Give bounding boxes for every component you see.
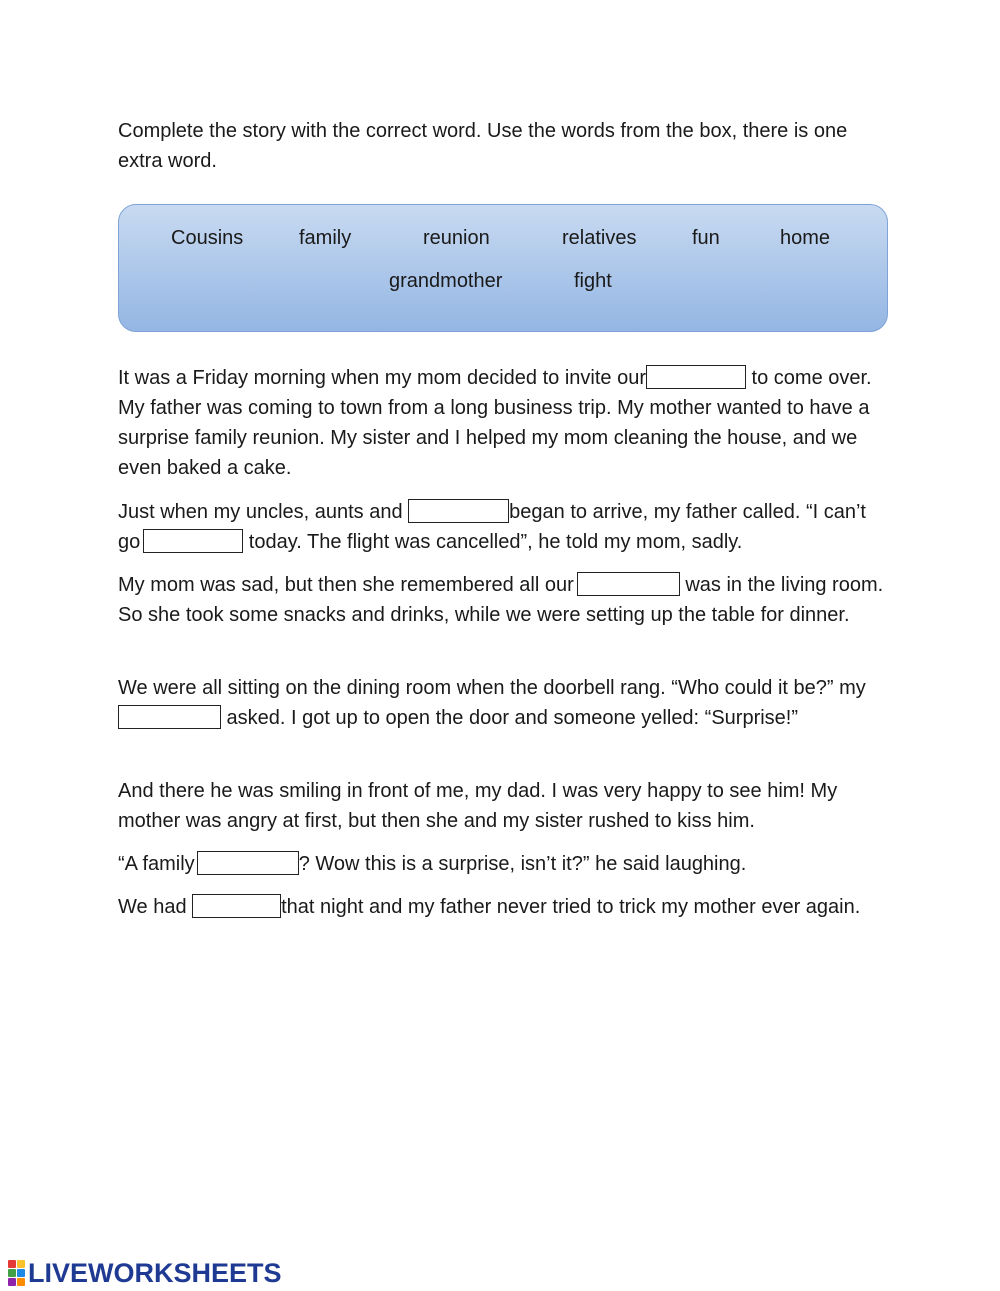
word-relatives: relatives: [562, 227, 637, 249]
story-paragraph-2: Just when my uncles, aunts and began to arrive, my father called. “I can’t go today. The flight was cancelled”, he told my mom, sadly.: [118, 501, 866, 553]
word-family: family: [299, 227, 352, 249]
story-paragraph-7: We had that night and my father never tried to trick my mother ever again.: [118, 896, 861, 918]
word-fight: fight: [574, 270, 612, 292]
word-grandmother: grandmother: [389, 270, 503, 292]
liveworksheets-logo: [8, 1258, 282, 1288]
answer-blank-4[interactable]: [577, 572, 680, 596]
answer-blank-2[interactable]: [408, 499, 509, 523]
story-paragraph-4: We were all sitting on the dining room when the doorbell rang. “Who could it be?” my asked. I got up to open the door and someone yelled: “Surprise!”: [118, 677, 866, 729]
answer-blank-5[interactable]: [118, 705, 221, 729]
word-cousins: Cousins: [171, 227, 244, 249]
answer-blank-6[interactable]: [197, 851, 299, 875]
story-paragraph-3: My mom was sad, but then she remembered all our was in the living room. So she took some snacks and drinks, while we were setting up the table for dinner.: [118, 574, 884, 626]
word-home: home: [780, 227, 831, 249]
word-fun: fun: [692, 227, 720, 249]
instructions: Complete the story with the correct word. Use the words from the box, there is one extra word.: [118, 120, 848, 172]
story-paragraph-1: It was a Friday morning when my mom decided to invite our to come over. My father was coming to town from a long business trip. My mother wanted to have a surprise family reunion. My sister and I helped my mom cleaning the house, and we even baked a cake.: [118, 367, 872, 479]
answer-blank-7[interactable]: [192, 894, 281, 918]
word-reunion: reunion: [423, 227, 490, 249]
story-paragraph-6: “A family ? Wow this is a surprise, isn’t it?” he said laughing.: [118, 853, 747, 875]
story-paragraph-5: And there he was smiling in front of me, my dad. I was very happy to see him! My mother was angry at first, but then she and my sister rushed to kiss him.: [118, 780, 838, 832]
logo-blocks-icon: [8, 1260, 25, 1286]
answer-blank-3[interactable]: [143, 529, 243, 553]
answer-blank-1[interactable]: [646, 365, 746, 389]
word-box: [118, 204, 888, 332]
logo-text: LIVEWORKSHEETS: [28, 1257, 282, 1288]
